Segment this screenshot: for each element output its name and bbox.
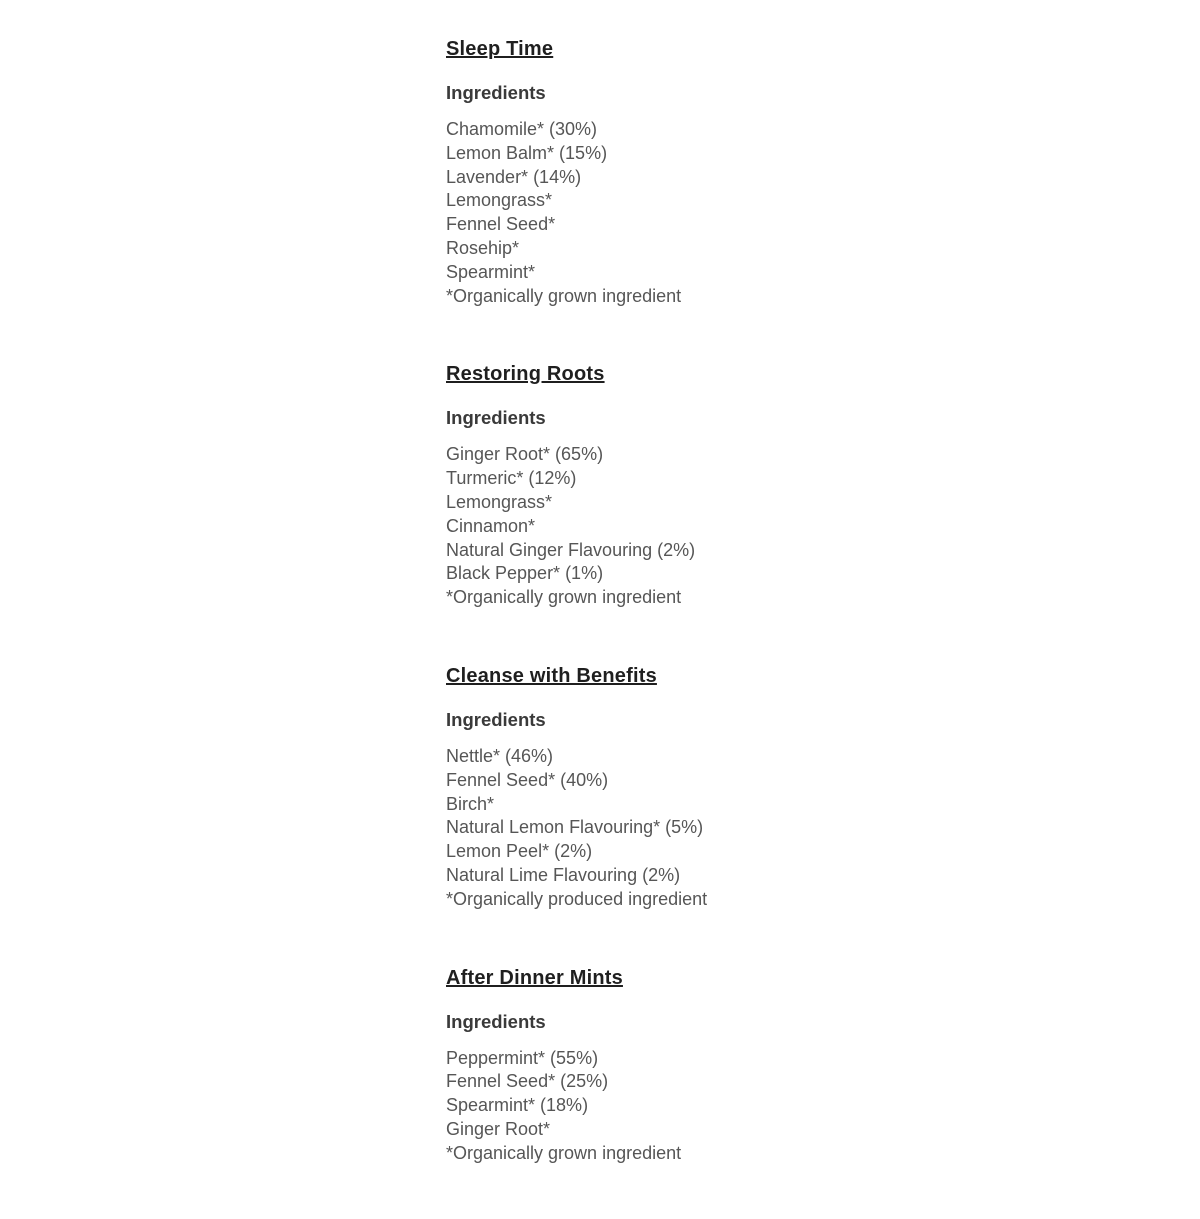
ingredient-list	[446, 1047, 926, 1166]
ingredient-list	[446, 745, 926, 912]
ingredients-label: Ingredients	[446, 82, 546, 103]
ingredient-line: *Organically produced ingredient	[446, 888, 708, 909]
ingredient-line: Black Pepper* (1%)	[446, 563, 604, 584]
product-title: Restoring Roots	[446, 363, 605, 386]
ingredient-line: Lemon Balm* (15%)	[446, 142, 608, 163]
product-section	[446, 36, 926, 308]
ingredient-line: Natural Ginger Flavouring (2%)	[446, 539, 696, 560]
ingredients-label: Ingredients	[446, 407, 546, 429]
ingredient-line: Natural Lemon Flavouring* (5%)	[446, 817, 704, 838]
ingredient-line: *Organically grown ingredient	[446, 1142, 682, 1163]
product-section	[446, 663, 926, 912]
ingredient-line: *Organically grown ingredient	[446, 285, 682, 306]
ingredients-label: Ingredients	[446, 1010, 546, 1032]
ingredient-line: Ginger Root* (65%)	[446, 444, 604, 465]
ingredients-document	[446, 36, 926, 1219]
product-section	[446, 965, 926, 1166]
ingredient-line: Nettle* (46%)	[446, 745, 554, 766]
product-title: Cleanse with Benefits	[446, 664, 657, 687]
product-title: After Dinner Mints	[446, 966, 623, 989]
ingredient-line: Fennel Seed* (40%)	[446, 769, 609, 790]
ingredient-line: Lavender* (14%)	[446, 166, 582, 187]
ingredient-list	[446, 443, 926, 610]
ingredient-line: Fennel Seed* (25%)	[446, 1071, 609, 1092]
ingredient-line: Natural Lime Flavouring (2%)	[446, 864, 681, 885]
ingredient-line: Cinnamon*	[446, 515, 536, 536]
ingredient-line: Turmeric* (12%)	[446, 468, 577, 489]
ingredient-line: Spearmint*	[446, 261, 536, 282]
ingredient-line: *Organically grown ingredient	[446, 587, 682, 608]
ingredient-line: Lemon Peel* (2%)	[446, 841, 593, 862]
ingredients-label: Ingredients	[446, 708, 546, 730]
ingredient-line: Chamomile* (30%)	[446, 119, 598, 139]
product-section	[446, 361, 926, 610]
ingredient-line: Lemongrass*	[446, 491, 553, 512]
ingredient-line: Rosehip*	[446, 237, 520, 258]
product-title: Sleep Time	[446, 38, 554, 60]
ingredient-line: Spearmint* (18%)	[446, 1095, 589, 1116]
ingredient-line: Lemongrass*	[446, 190, 553, 211]
ingredient-line: Ginger Root*	[446, 1118, 551, 1139]
ingredient-list	[446, 118, 926, 308]
ingredient-line: Fennel Seed*	[446, 214, 556, 235]
ingredient-line: Peppermint* (55%)	[446, 1047, 599, 1068]
ingredient-line: Birch*	[446, 793, 495, 814]
